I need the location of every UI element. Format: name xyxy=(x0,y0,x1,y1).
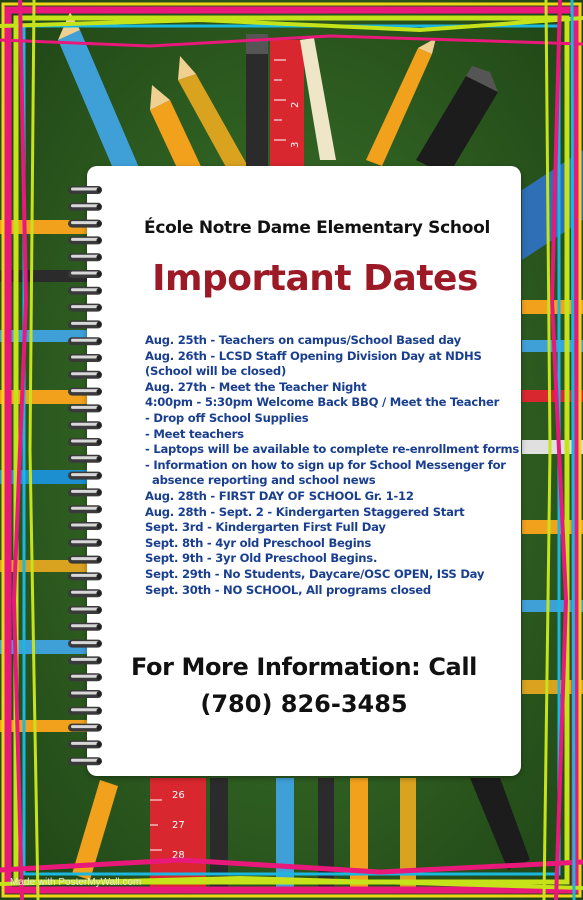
spiral-coil xyxy=(68,203,102,211)
spiral-coil xyxy=(68,539,102,547)
spiral-coil xyxy=(68,472,102,480)
date-line: Sept. 29th - No Students, Daycare/OSC OPEN, ISS Day xyxy=(145,566,485,581)
date-line: Aug. 26th - LCSD Staff Opening Division Day at NDHS xyxy=(145,348,482,363)
date-line: Aug. 25th - Teachers on campus/School Based day xyxy=(145,333,461,347)
date-line: - Drop off School Supplies xyxy=(145,410,309,425)
dates-list xyxy=(145,333,520,598)
spiral-coil xyxy=(68,556,102,564)
spiral-coil xyxy=(68,287,102,295)
marker-icon xyxy=(246,34,268,168)
spiral-coil xyxy=(68,438,102,446)
date-line: Sept. 30th - NO SCHOOL, All programs closed xyxy=(145,582,431,597)
date-line: - Information on how to sign up for School Messenger for xyxy=(145,457,506,472)
spiral-coil xyxy=(68,572,102,580)
spiral-coil xyxy=(68,606,102,614)
ruler-number: 2 xyxy=(290,101,301,108)
spiral-coil xyxy=(68,371,102,379)
spiral-coil xyxy=(68,589,102,597)
spiral-coil xyxy=(68,757,102,765)
date-line: Aug. 27th - Meet the Teacher Night xyxy=(145,379,367,394)
spiral-coil xyxy=(68,522,102,530)
phone-number: (780) 826-3485 xyxy=(200,690,408,718)
ruler-number: 26 xyxy=(172,790,185,801)
info-label: For More Information: Call xyxy=(130,653,477,681)
spiral-binding-icon xyxy=(66,178,106,770)
date-line: - Meet teachers xyxy=(145,426,244,441)
ruler-number: 28 xyxy=(172,850,185,861)
date-line: Sept. 8th - 4yr old Preschool Begins xyxy=(145,535,372,550)
headline: Important Dates xyxy=(152,258,478,299)
spiral-coil xyxy=(68,640,102,648)
date-line: 4:00pm - 5:30pm Welcome Back BBQ / Meet the Teacher xyxy=(145,395,500,410)
date-line: Aug. 28th - FIRST DAY OF SCHOOL Gr. 1-12 xyxy=(145,488,414,503)
spiral-coil xyxy=(68,724,102,732)
date-line: absence reporting and school news xyxy=(152,473,376,488)
spiral-coil xyxy=(68,505,102,513)
spiral-coil xyxy=(68,253,102,261)
date-line: Aug. 28th - Sept. 2 - Kindergarten Staggered Start xyxy=(145,504,465,519)
spiral-coil xyxy=(68,421,102,429)
spiral-coil xyxy=(68,404,102,412)
ruler-number: 3 xyxy=(290,141,301,148)
spiral-coil xyxy=(68,186,102,194)
spiral-coil xyxy=(68,455,102,463)
spiral-coil xyxy=(68,623,102,631)
date-line: Sept. 9th - 3yr Old Preschool Begins. xyxy=(145,551,378,566)
spiral-coil xyxy=(68,320,102,328)
spiral-coil xyxy=(68,354,102,362)
ruler-number: 27 xyxy=(172,820,185,831)
spiral-coil xyxy=(68,337,102,345)
date-line: Sept. 3rd - Kindergarten First Full Day xyxy=(145,520,386,535)
spiral-coil xyxy=(68,488,102,496)
school-name: École Notre Dame Elementary School xyxy=(144,218,490,238)
date-line: - Laptops will be available to complete re-enrollment forms xyxy=(145,442,520,457)
spiral-coil xyxy=(68,740,102,748)
credit-text: Made with PosterMyWall.com xyxy=(10,877,142,888)
spiral-coil xyxy=(68,304,102,312)
spiral-coil xyxy=(68,388,102,396)
date-line: (School will be closed) xyxy=(145,364,287,379)
spiral-coil xyxy=(68,270,102,278)
